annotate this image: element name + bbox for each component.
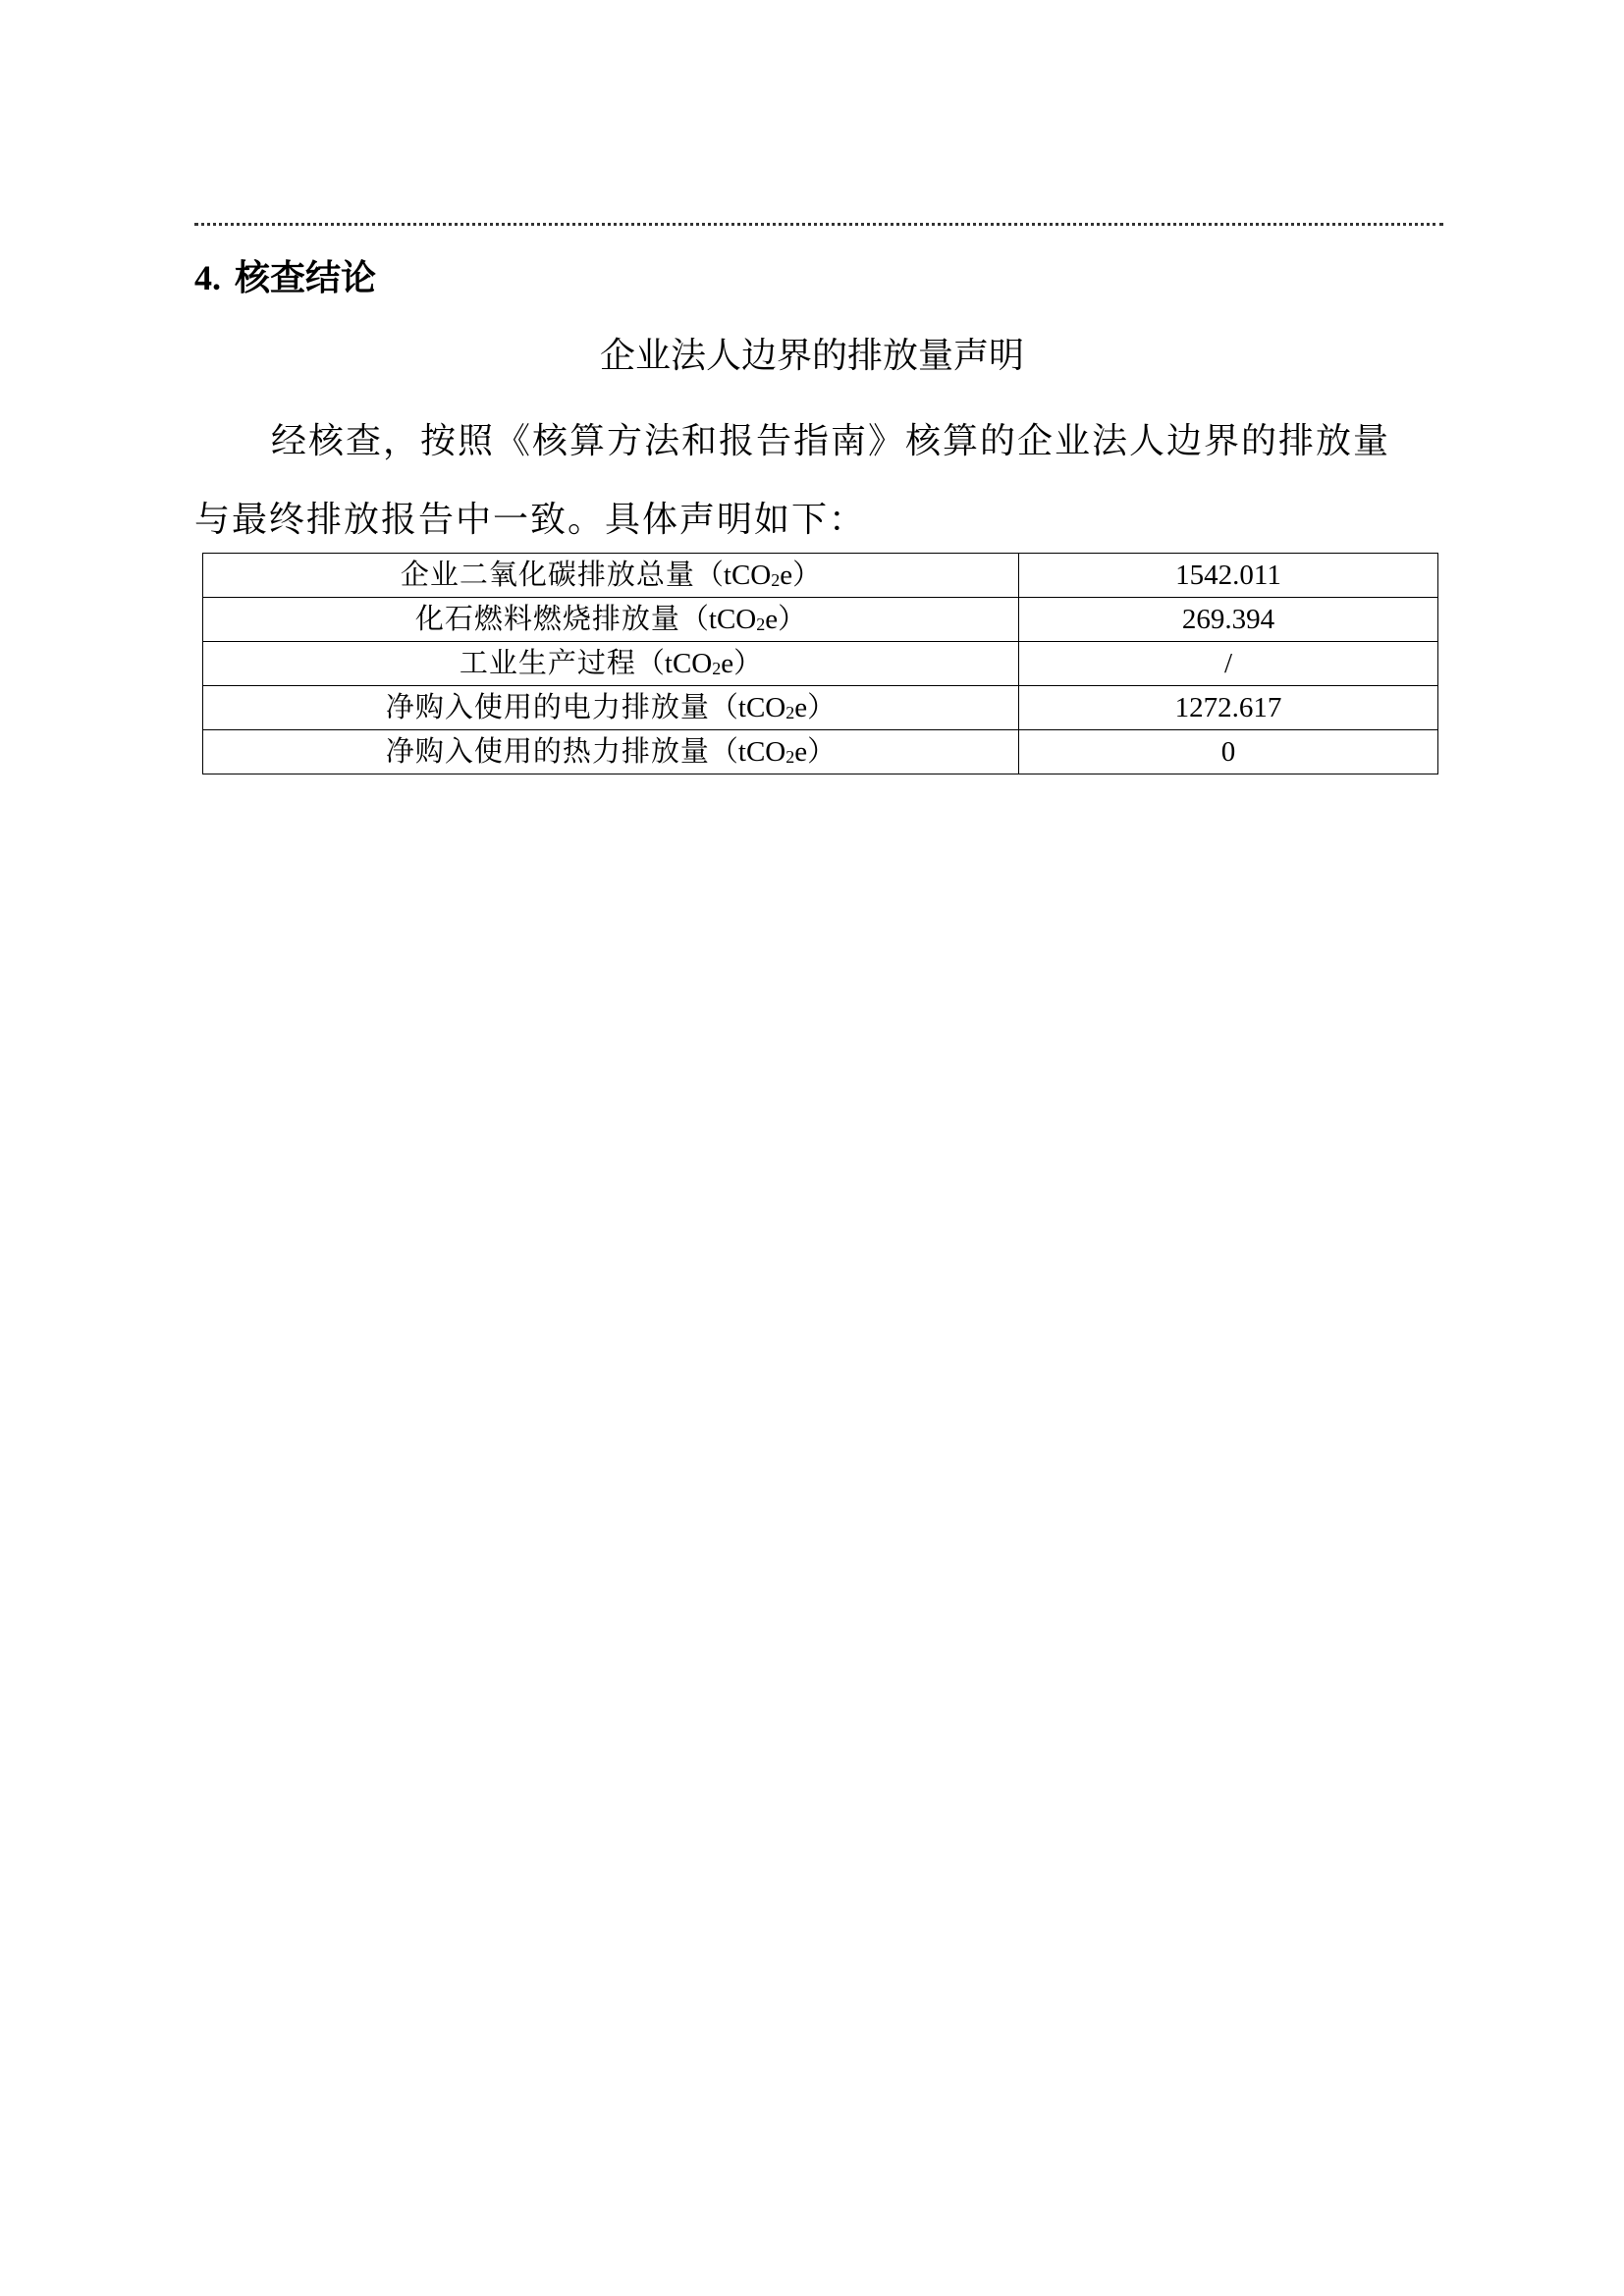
section-heading	[194, 253, 376, 302]
unit-label: （tCO$_2$e）	[694, 560, 822, 591]
table-row	[203, 642, 1438, 686]
row-label	[203, 686, 1019, 730]
section-number: 4.	[194, 258, 221, 297]
row-value: 0	[1019, 730, 1438, 774]
table-row	[203, 554, 1438, 598]
row-label-text: 净购入使用的热力排放量	[385, 734, 710, 768]
row-value: 1272.617	[1019, 686, 1438, 730]
statement-paragraph	[194, 402, 1441, 560]
unit-label: （tCO$_2$e）	[679, 604, 807, 635]
table-row	[203, 730, 1438, 774]
unit-label: （tCO$_2$e）	[709, 736, 837, 768]
row-label-text: 净购入使用的电力排放量	[385, 690, 710, 723]
row-label-text: 化石燃料燃烧排放量	[414, 602, 680, 635]
row-value: 1542.011	[1019, 554, 1438, 598]
emissions-table	[202, 553, 1438, 774]
row-label-text: 工业生产过程	[459, 646, 636, 679]
section-title: 核查结论	[235, 257, 377, 298]
row-label	[203, 730, 1019, 774]
row-label	[203, 554, 1019, 598]
row-value: 269.394	[1019, 598, 1438, 642]
table-row	[203, 686, 1438, 730]
paragraph-line-2: 与最终排放报告中一致。具体声明如下：	[194, 500, 867, 540]
row-label	[203, 642, 1019, 686]
header-divider	[194, 223, 1443, 226]
paragraph-line-1: 经核查，按照《核算方法和报告指南》核算的企业法人边界的排放量	[271, 421, 1391, 461]
statement-title: 企业法人边界的排放量声明	[599, 336, 1024, 376]
unit-label: （tCO$_2$e）	[635, 648, 763, 679]
unit-label: （tCO$_2$e）	[709, 692, 837, 723]
row-label	[203, 598, 1019, 642]
row-value: /	[1019, 642, 1438, 686]
table-row	[203, 598, 1438, 642]
row-label-text: 企业二氧化碳排放总量	[400, 558, 695, 591]
